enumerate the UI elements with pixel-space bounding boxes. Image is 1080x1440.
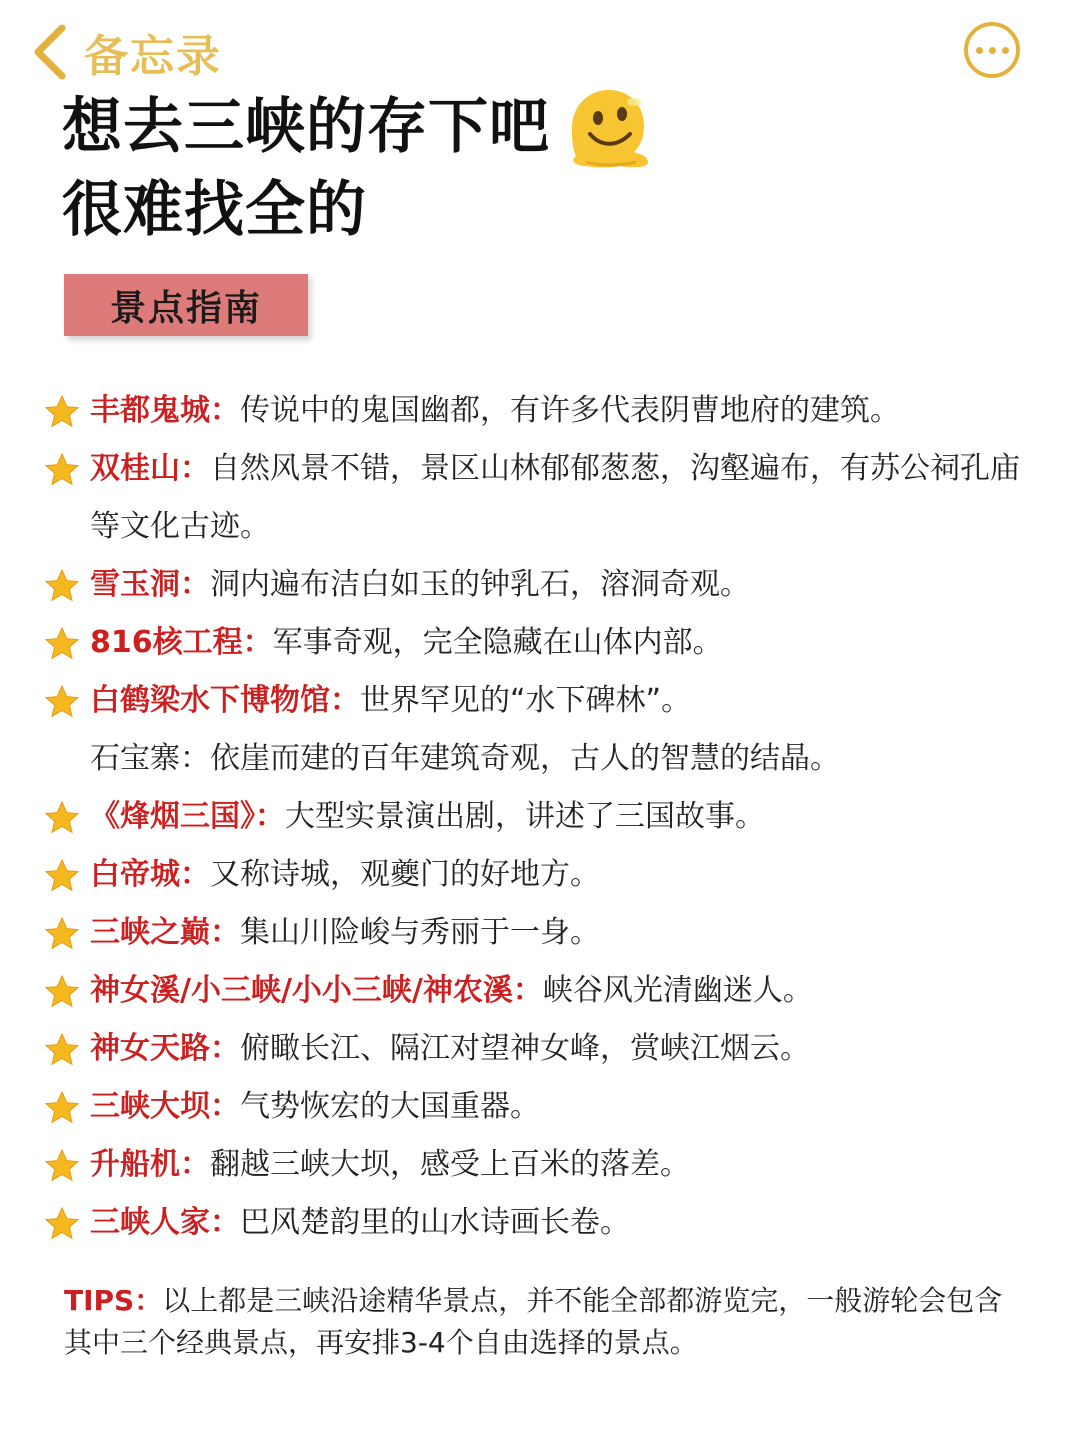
star-icon [44,1148,80,1184]
sight-name: 升船机： [90,1147,210,1182]
sight-description: 世界罕见的“水下碑林”。 [360,683,692,718]
sight-description: 俯瞰长江、隔江对望神女峰，赏峡江烟云。 [240,1031,810,1066]
sight-description: 气势恢宏的大国重器。 [240,1089,540,1124]
sight-item [44,440,1044,556]
sight-name: 三峡人家： [90,1205,240,1240]
ellipsis-dot [1002,47,1009,54]
title-line-2: 很难找全的 [62,175,367,245]
sight-description: 峡谷风光清幽迷人。 [542,973,813,1008]
sight-name: 《烽烟三国》： [90,799,285,834]
star-icon [44,916,80,952]
title-line-1-text: 想去三峡的存下吧 [62,92,550,162]
star-icon [44,1032,80,1068]
sight-item [44,672,1044,730]
sight-description: 洞内遍布洁白如玉的钟乳石，溶洞奇观。 [210,567,750,602]
sight-item [44,730,1044,788]
star-icon [44,800,80,836]
more-options-button[interactable] [964,22,1020,78]
chevron-left-icon [28,22,72,82]
back-button[interactable] [28,20,222,84]
sight-name: 三峡之巅： [90,915,240,950]
sight-name: 丰都鬼城： [90,393,240,428]
sight-item [44,382,1044,440]
sight-description: 军事奇观，完全隐藏在山体内部。 [272,625,723,660]
sight-description: 又称诗城，观夔门的好地方。 [210,857,600,892]
sight-name: 816核工程： [90,625,273,660]
sight-name: 双桂山： [90,451,210,486]
sight-description: 翻越三峡大坝，感受上百米的落差。 [210,1147,690,1182]
sight-description: 巴风楚韵里的山水诗画长卷。 [240,1205,630,1240]
sight-description: 石宝寨：依崖而建的百年建筑奇观，古人的智慧的结晶。 [90,741,840,776]
title-line-1 [62,82,762,172]
star-icon [44,684,80,720]
note-title [62,82,762,248]
sight-name: 神女天路： [90,1031,240,1066]
sight-item [44,962,1044,1020]
star-icon [44,452,80,488]
star-icon [44,394,80,430]
sight-name: 三峡大坝： [90,1089,240,1124]
sight-name: 白鹤梁水下博物馆： [90,683,360,718]
tips-note [64,1280,1024,1364]
section-label-sights-guide: 景点指南 [64,274,308,336]
melting-face-emoji-icon [564,82,654,172]
star-icon [44,974,80,1010]
sight-item [44,788,1044,846]
star-icon [44,568,80,604]
sight-name: 神女溪/小三峡/小小三峡/神农溪： [90,973,543,1008]
back-label: 备忘录 [84,31,222,82]
tips-text: 以上都是三峡沿途精华景点，并不能全部都游览完，一般游轮会包含其中三个经典景点，再安排3-4个自由选择的景点。 [64,1284,1003,1359]
sight-item [44,1020,1044,1078]
sights-list [44,382,1044,1252]
sight-item [44,1078,1044,1136]
sight-name: 白帝城： [90,857,210,892]
sight-item [44,1136,1044,1194]
star-icon [44,858,80,894]
sight-description: 传说中的鬼国幽都，有许多代表阴曹地府的建筑。 [240,393,900,428]
star-icon [44,1206,80,1242]
sight-item [44,904,1044,962]
sight-item [44,614,1044,672]
ellipsis-dot [976,47,983,54]
sight-name: 雪玉洞： [90,567,210,602]
star-icon [44,626,80,662]
star-icon [44,1090,80,1126]
sight-item [44,1194,1044,1252]
sight-item [44,556,1044,614]
ellipsis-dot [989,47,996,54]
sight-description: 大型实景演出剧，讲述了三国故事。 [285,799,765,834]
sight-description: 集山川险峻与秀丽于一身。 [240,915,600,950]
tips-label: TIPS： [64,1284,163,1317]
sight-item [44,846,1044,904]
sight-description: 自然风景不错，景区山林郁郁葱葱，沟壑遍布，有苏公祠孔庙等文化古迹。 [90,451,1020,544]
